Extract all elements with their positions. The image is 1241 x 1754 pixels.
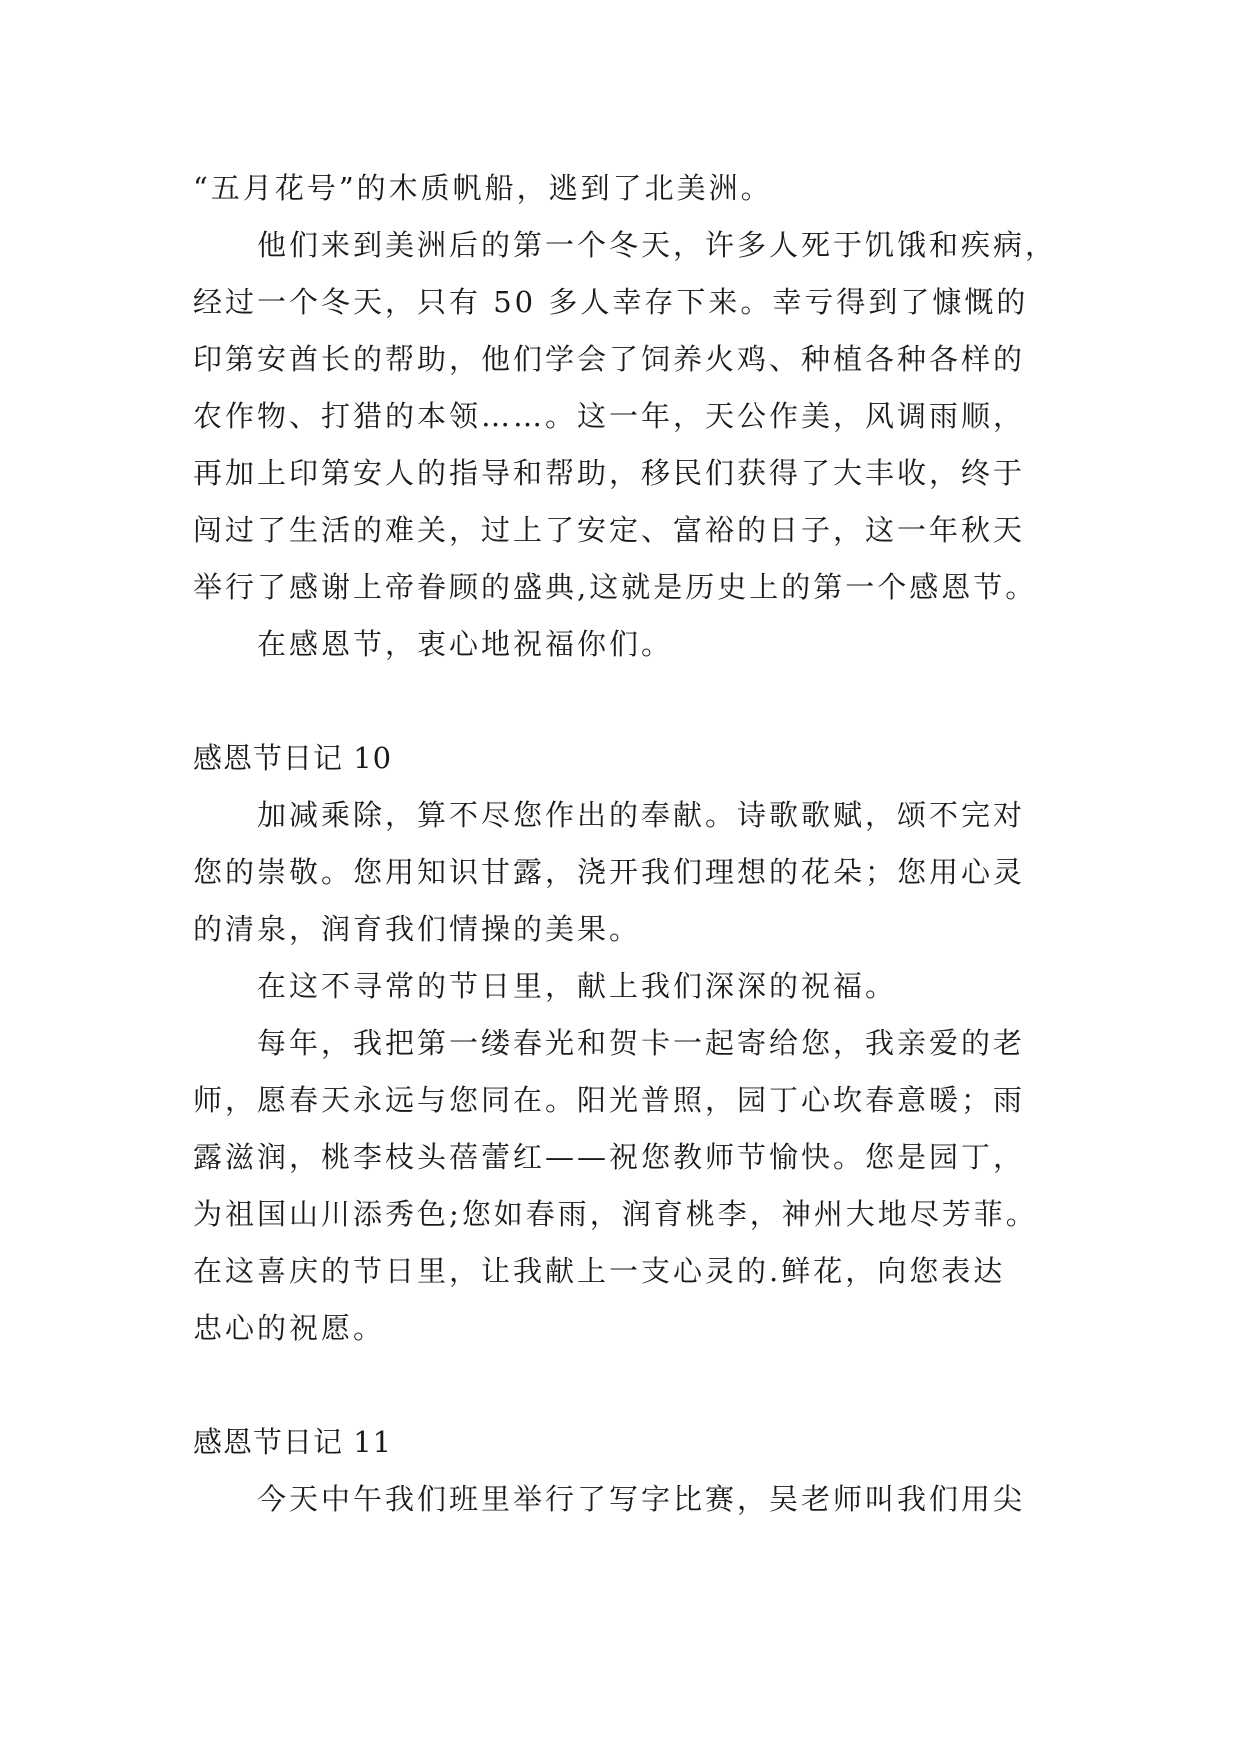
text-line: 印第安酋长的帮助，他们学会了饲养火鸡、种植各种各样的 [193, 342, 1026, 376]
text-line: 露滋润，桃李枝头蓓蕾红——祝您教师节愉快。您是园丁， [193, 1140, 1026, 1174]
text-line: 闯过了生活的难关，过上了安定、富裕的日子，这一年秋天 [193, 513, 1026, 547]
text-line: 经过一个冬天，只有 50 多人幸存下来。幸亏得到了慷慨的 [193, 285, 1029, 319]
document-body [193, 160, 1073, 1528]
text-line: 举行了感谢上帝眷顾的盛典,这就是历史上的第一个感恩节。 [193, 570, 1038, 604]
text-line: 加减乘除，算不尽您作出的奉献。诗歌歌赋，颂不完对 [257, 798, 1026, 832]
text-line: 今天中午我们班里举行了写字比赛，吴老师叫我们用尖 [257, 1482, 1026, 1516]
section-heading-11: 感恩节日记 11 [193, 1425, 393, 1459]
text-line: 为祖国山川添秀色;您如春雨，润育桃李，神州大地尽芳菲。 [193, 1197, 1038, 1231]
text-line: 师，愿春天永远与您同在。阳光普照，园丁心坎春意暖；雨 [193, 1083, 1026, 1117]
text-line: 您的崇敬。您用知识甘露，浇开我们理想的花朵；您用心灵 [193, 855, 1026, 889]
text-line: 的清泉，润育我们情操的美果。 [193, 912, 642, 946]
paragraph-gap [193, 1357, 1073, 1414]
text-line: 在感恩节，衷心地祝福你们。 [257, 627, 674, 661]
paragraph-gap [193, 673, 1073, 730]
section-heading-10: 感恩节日记 10 [193, 741, 393, 775]
text-line: 忠心的祝愿。 [193, 1311, 386, 1345]
text-line: 在这喜庆的节日里，让我献上一支心灵的.鲜花，向您表达 [193, 1254, 1006, 1288]
text-line: 在这不寻常的节日里，献上我们深深的祝福。 [257, 969, 898, 1003]
text-line: 农作物、打猎的本领……。这一年，天公作美，风调雨顺， [193, 399, 1026, 433]
text-line: “五月花号”的木质帆船，逃到了北美洲。 [193, 171, 773, 205]
text-line: 每年，我把第一缕春光和贺卡一起寄给您，我亲爱的老 [257, 1026, 1026, 1060]
text-line: 再加上印第安人的指导和帮助，移民们获得了大丰收，终于 [193, 456, 1026, 490]
text-line: 他们来到美洲后的第一个冬天，许多人死于饥饿和疾病， [257, 228, 1058, 262]
